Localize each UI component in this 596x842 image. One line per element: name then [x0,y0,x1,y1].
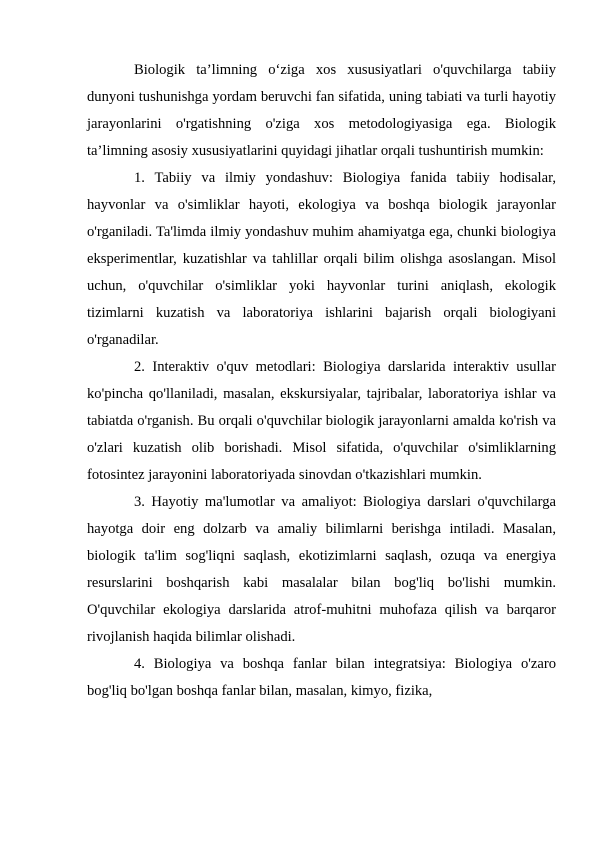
intro-paragraph: Biologik ta’limning o‘ziga xos xususiyatlari o'quvchilarga tabiiy dunyoni tushunishga yordam beruvchi fan sifatida, uning tabiati va turli hayotiy jarayonlarini o'rgatishning o'ziga xos metodologiyasiga ega. Biologik ta’limning asosiy xususiyatlarini quyidagi jihatlar orqali tushuntirish mumkin: [87,62,556,159]
point-4-paragraph: 4. Biologiya va boshqa fanlar bilan integratsiya: Biologiya o'zaro bog'liq bo'lgan boshqa fanlar bilan, masalan, kimyo, fizika, [87,656,556,699]
point-1-paragraph: 1. Tabiiy va ilmiy yondashuv: Biologiya fanida tabiiy hodisalar, hayvonlar va o'simliklar hayoti, ekologiya va boshqa biologik jarayonlar o'rganiladi. Ta'limda ilmiy yondashuv muhim ahamiyatga ega, chunki biologiya eksperimentlar, kuzatishlar va tahlillar orqali bilim olishga asoslangan. Misol uchun, o'quvchilar o'simliklar yoki hayvonlar turini aniqlash, ekologik tizimlarni kuzatish va laboratoriya ishlarini bajarish orqali biologiyani o'rganadilar. [87,170,556,348]
point-3-paragraph: 3. Hayotiy ma'lumotlar va amaliyot: Biologiya darslari o'quvchilarga hayotga doir eng dolzarb va amaliy bilimlarni berishga intiladi. Masalan, biologik ta'lim sog'liqni saqlash, ekotizimlarni saqlash, ozuqa va energiya resurslarini boshqarish kabi masalalar bilan bog'liq bo'lishi mumkin. O'quvchilar ekologiya darslarida atrof-muhitni muhofaza qilish va barqaror rivojlanish haqida bilimlar olishadi. [87,494,556,645]
document-page [87,57,556,705]
point-2-paragraph: 2. Interaktiv o'quv metodlari: Biologiya darslarida interaktiv usullar ko'pincha qo'llaniladi, masalan, ekskursiyalar, tajribalar, laboratoriya ishlar va tabiatda o'rganish. Bu orqali o'quvchilar biologik jarayonlarni amalda ko'rish va o'zlari kuzatish olib borishadi. Misol sifatida, o'quvchilar o'simliklarning fotosintez jarayonini laboratoriyada sinovdan o'tkazishlari mumkin. [87,359,556,483]
